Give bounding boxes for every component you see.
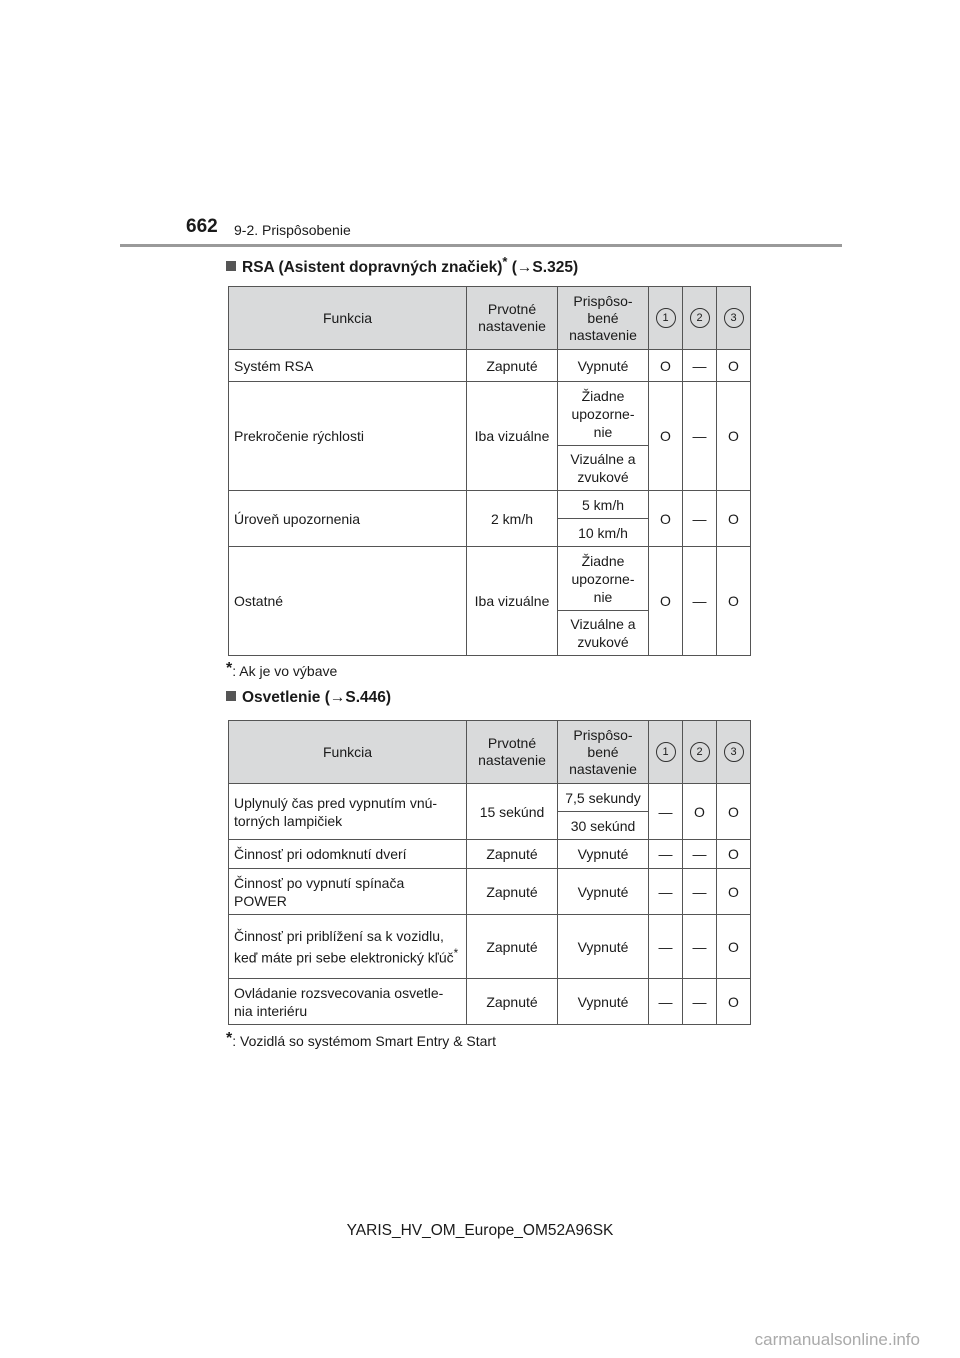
lighting-table	[228, 720, 751, 1025]
initial-cell: Iba vizuálne	[467, 547, 558, 656]
custom-cell: Vypnuté	[558, 869, 649, 915]
function-cell: Uplynulý čas pred vypnutím vnú-torných lampičiek	[229, 784, 467, 840]
mark-cell: O	[717, 382, 751, 491]
initial-cell: Zapnuté	[467, 979, 558, 1025]
rsa-footnote	[226, 660, 337, 679]
rsa-heading-text: RSA (Asistent dopravných značiek)	[242, 259, 503, 277]
footnote-star: *	[226, 660, 233, 677]
table-row	[229, 491, 751, 519]
header-rule	[120, 244, 842, 247]
mark-cell: —	[683, 979, 717, 1025]
document-code: YARIS_HV_OM_Europe_OM52A96SK	[346, 1222, 614, 1239]
custom-cell: Vizuálne a zvukové	[558, 446, 649, 491]
mark-cell: O	[717, 784, 751, 840]
mark-cell: O	[649, 382, 683, 491]
rsa-footnote-text: : Ak je vo výbave	[232, 663, 338, 679]
table-row	[229, 869, 751, 915]
rsa-header-row	[229, 287, 751, 350]
table-row	[229, 547, 751, 611]
initial-cell: 15 sekúnd	[467, 784, 558, 840]
lighting-footnote-text: : Vozidlá so systémom Smart Entry & Start	[232, 1033, 496, 1049]
mark-cell: —	[683, 491, 717, 547]
col-2	[683, 721, 717, 784]
mark-cell: —	[683, 382, 717, 491]
circled-1-icon: 1	[656, 742, 676, 762]
col-prvotne: Prvotné nastavenie	[467, 287, 558, 350]
square-bullet-icon	[226, 261, 236, 271]
square-bullet-icon	[226, 691, 236, 701]
function-cell	[229, 915, 467, 979]
table-row	[229, 382, 751, 446]
custom-cell: Žiadne upozorne-nie	[558, 382, 649, 446]
custom-cell: Žiadne upozorne-nie	[558, 547, 649, 611]
table-row	[229, 979, 751, 1025]
watermark: carmanualsonline.info	[754, 1330, 920, 1349]
col-2	[683, 287, 717, 350]
circled-2-icon: 2	[690, 308, 710, 328]
initial-cell: 2 km/h	[467, 491, 558, 547]
col-3	[717, 287, 751, 350]
table-row	[229, 840, 751, 869]
mark-cell: —	[683, 840, 717, 869]
custom-cell: Vypnuté	[558, 915, 649, 979]
mark-cell: —	[683, 915, 717, 979]
mark-cell: O	[649, 491, 683, 547]
circled-1-icon: 1	[656, 308, 676, 328]
mark-cell: —	[683, 547, 717, 656]
custom-cell: 7,5 sekundy	[558, 784, 649, 812]
mark-cell: —	[649, 840, 683, 869]
lighting-heading	[226, 689, 391, 707]
custom-cell: 30 sekúnd	[558, 812, 649, 840]
page-number: 662	[186, 216, 218, 237]
lighting-heading-text: Osvetlenie	[242, 689, 321, 706]
table-row	[229, 784, 751, 812]
function-text: Činnosť pri priblížení sa k vozidlu, keď máte pri sebe elektronický kľúč	[234, 927, 454, 966]
rsa-table	[228, 286, 751, 656]
col-3	[717, 721, 751, 784]
mark-cell: —	[649, 869, 683, 915]
circled-3-icon: 3	[724, 308, 744, 328]
circled-2-icon: 2	[690, 742, 710, 762]
rsa-heading-ref: (→S.325)	[507, 259, 579, 277]
col-funkcia: Funkcia	[229, 721, 467, 784]
mark-cell: —	[649, 979, 683, 1025]
custom-cell: 10 km/h	[558, 519, 649, 547]
section-title: 9-2. Prispôsobenie	[234, 222, 351, 238]
mark-cell: O	[717, 869, 751, 915]
function-cell: Ostatné	[229, 547, 467, 656]
mark-cell: O	[717, 350, 751, 382]
lighting-footnote	[226, 1030, 496, 1049]
mark-cell: —	[649, 784, 683, 840]
initial-cell: Zapnuté	[467, 350, 558, 382]
custom-cell: 5 km/h	[558, 491, 649, 519]
mark-cell: O	[717, 840, 751, 869]
function-cell: Systém RSA	[229, 350, 467, 382]
mark-cell: —	[683, 350, 717, 382]
initial-cell: Iba vizuálne	[467, 382, 558, 491]
circled-3-icon: 3	[724, 742, 744, 762]
mark-cell: O	[717, 915, 751, 979]
rsa-heading-star: *	[502, 254, 508, 269]
custom-cell: Vypnuté	[558, 979, 649, 1025]
mark-cell: O	[683, 784, 717, 840]
lighting-heading-ref: (→S.446)	[320, 689, 392, 706]
function-cell: Prekročenie rýchlosti	[229, 382, 467, 491]
custom-cell: Vypnuté	[558, 350, 649, 382]
function-star: *	[453, 946, 459, 960]
mark-cell: O	[649, 547, 683, 656]
col-1	[649, 721, 683, 784]
rsa-heading	[226, 254, 578, 277]
custom-cell: Vypnuté	[558, 840, 649, 869]
mark-cell: —	[649, 915, 683, 979]
initial-cell: Zapnuté	[467, 840, 558, 869]
mark-cell: O	[717, 979, 751, 1025]
col-prvotne: Prvotné nastavenie	[467, 721, 558, 784]
function-cell: Činnosť po vypnutí spínača POWER	[229, 869, 467, 915]
col-funkcia: Funkcia	[229, 287, 467, 350]
custom-cell: Vizuálne a zvukové	[558, 611, 649, 656]
function-cell: Úroveň upozornenia	[229, 491, 467, 547]
col-1	[649, 287, 683, 350]
initial-cell: Zapnuté	[467, 915, 558, 979]
mark-cell: O	[717, 491, 751, 547]
mark-cell: —	[683, 869, 717, 915]
mark-cell: O	[649, 350, 683, 382]
initial-cell: Zapnuté	[467, 869, 558, 915]
mark-cell: O	[717, 547, 751, 656]
footnote-star: *	[226, 1030, 233, 1047]
lighting-header-row	[229, 721, 751, 784]
table-row	[229, 350, 751, 382]
col-prisposobene: Prispôso-bené nastavenie	[558, 721, 649, 784]
col-prisposobene: Prispôso-bené nastavenie	[558, 287, 649, 350]
function-cell: Činnosť pri odomknutí dverí	[229, 840, 467, 869]
function-cell: Ovládanie rozsvecovania osvetle-nia interiéru	[229, 979, 467, 1025]
table-row	[229, 915, 751, 979]
